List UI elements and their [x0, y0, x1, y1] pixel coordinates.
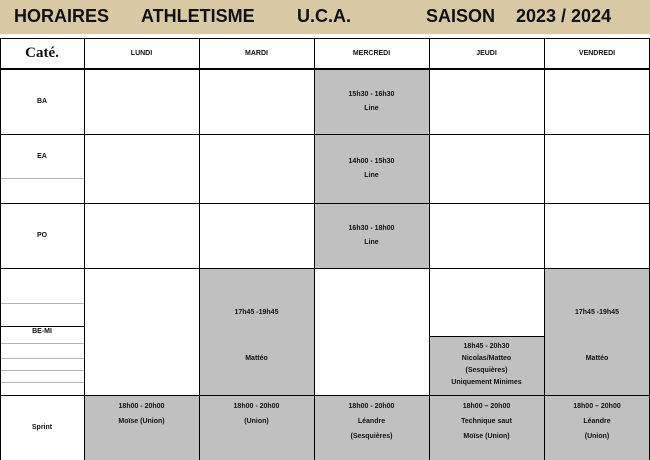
category-po: PO: [36, 232, 48, 239]
grid-line: [0, 38, 1, 460]
session-sprint-vendredi: [544, 395, 650, 460]
session-coach: Léandre: [357, 418, 386, 425]
session-coach: Léandre: [583, 418, 611, 425]
grid-line: [429, 38, 430, 460]
session-time: 17h45 -19h45: [575, 309, 619, 316]
header-cate: Caté.: [25, 45, 59, 61]
session-location: (Sesquières): [350, 433, 393, 440]
session-ea-mercredi: [314, 134, 429, 203]
session-time: 15h30 - 16h30: [348, 90, 395, 98]
session-time: 18h00 – 20h00: [462, 403, 511, 410]
session-sprint-lundi: [84, 395, 199, 460]
grid-line: [0, 38, 650, 39]
session-note: Uniquement Minimes: [451, 379, 522, 386]
session-bemi-jeudi: [429, 337, 544, 395]
session-coach: Nicolas/Matteo: [461, 355, 512, 362]
grid-line: [84, 38, 85, 460]
subrow-divider: [0, 303, 84, 304]
grid-line: [314, 38, 315, 460]
session-location: (Union): [244, 418, 269, 425]
session-time: 18h00 - 20h00: [348, 403, 395, 410]
grid-line: [0, 203, 650, 204]
session-time: 18h00 - 20h00: [233, 403, 280, 410]
title-athletisme: ATHLETISME: [141, 6, 255, 26]
subrow-divider: [0, 382, 84, 383]
session-coach: Line: [364, 238, 379, 246]
header-jeudi: JEUDI: [476, 50, 497, 57]
grid-line: [199, 38, 200, 460]
title-club: U.C.A.: [297, 6, 351, 26]
session-location: (Sesquières): [465, 367, 508, 374]
session-coach: Mattéo: [585, 355, 609, 362]
category-sprint: Sprint: [31, 424, 53, 431]
header-lundi: LUNDI: [130, 50, 153, 57]
session-coach: Line: [364, 104, 379, 112]
grid-line: [544, 38, 545, 460]
title-years: 2023 / 2024: [516, 6, 612, 26]
subrow-divider: [0, 358, 84, 359]
session-sprint-mardi: [199, 395, 314, 460]
session-time: 17h45 -19h45: [234, 309, 279, 316]
session-bemi-vendredi: [544, 268, 650, 395]
session-location: (Union): [584, 433, 610, 440]
title-horaires: HORAIRES: [14, 6, 110, 26]
session-time: 18h45 - 20h30: [463, 343, 510, 350]
session-po-mercredi: [314, 203, 429, 268]
session-ba-mercredi: [314, 69, 429, 134]
grid-line: [429, 336, 544, 337]
session-time: 14h00 - 15h30: [348, 157, 395, 165]
title-saison: SAISON: [426, 6, 496, 26]
session-coach: Moïse (Union): [463, 433, 510, 440]
session-coach: Mattéo: [245, 355, 268, 362]
session-bemi-mardi: [199, 268, 314, 395]
header-mardi: MARDI: [245, 50, 268, 57]
subrow-divider: [0, 370, 84, 371]
grid-line: [0, 68, 650, 70]
category-bemi: BE-MI: [32, 327, 52, 335]
subrow-divider: [0, 343, 84, 344]
grid-line: [0, 134, 650, 135]
session-coach: Line: [364, 171, 379, 179]
session-activity: Technique saut: [461, 418, 512, 425]
grid-line: [0, 326, 84, 327]
session-coach: Moïse (Union): [118, 418, 165, 425]
session-time: 16h30 - 18h00: [348, 224, 395, 232]
session-time: 18h00 - 20h00: [118, 403, 165, 410]
header-vendredi: VENDREDI: [578, 50, 616, 57]
session-sprint-mercredi: [314, 395, 429, 460]
session-sprint-jeudi: [429, 395, 544, 460]
subrow-divider: [0, 178, 84, 179]
grid-line: [0, 268, 650, 269]
category-ea: EA: [37, 152, 47, 160]
session-time: 18h00 – 20h00: [573, 403, 621, 410]
header-mercredi: MERCREDI: [352, 50, 391, 57]
category-ba: BA: [36, 98, 48, 105]
grid-line: [0, 395, 650, 396]
